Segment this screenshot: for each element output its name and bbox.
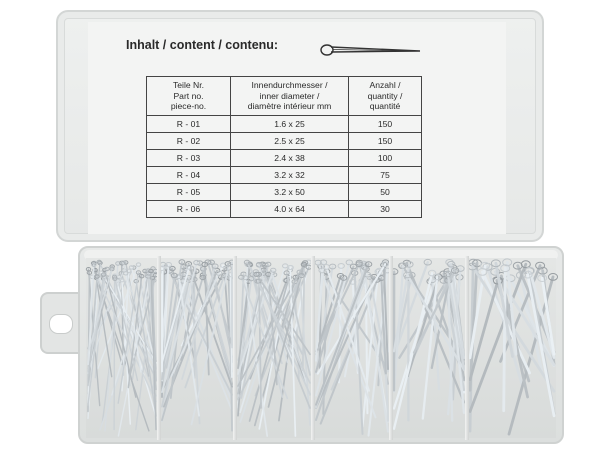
cell-quantity: 150 — [349, 116, 422, 133]
cell-part: R - 03 — [147, 150, 231, 167]
cell-diameter: 2.4 x 38 — [231, 150, 349, 167]
cell-quantity: 100 — [349, 150, 422, 167]
cell-part: R - 04 — [147, 167, 231, 184]
cell-quantity: 75 — [349, 167, 422, 184]
cell-part: R - 02 — [147, 133, 231, 150]
tray-divider — [389, 256, 393, 440]
header-quantity: Anzahl / quantity / quantité — [349, 77, 422, 116]
cell-part: R - 01 — [147, 116, 231, 133]
cell-diameter: 3.2 x 32 — [231, 167, 349, 184]
cotter-pin — [114, 277, 115, 430]
cell-diameter: 1.6 x 25 — [231, 116, 349, 133]
header-part-number: Teile Nr. Part no. piece-no. — [147, 77, 231, 116]
cell-quantity: 30 — [349, 201, 422, 218]
cell-diameter: 4.0 x 64 — [231, 201, 349, 218]
tray-divider — [233, 256, 237, 440]
contents-heading: Inhalt / content / contenu: — [126, 38, 279, 52]
tray-divider — [311, 256, 315, 440]
tray-divider — [465, 256, 469, 440]
header-inner-diameter: Innendurchmesser / inner diameter / diamètre intérieur mm — [231, 77, 349, 116]
cell-diameter: 3.2 x 50 — [231, 184, 349, 201]
cell-quantity: 150 — [349, 133, 422, 150]
cotter-pin — [504, 268, 506, 411]
cell-part: R - 06 — [147, 201, 231, 218]
cell-quantity: 50 — [349, 184, 422, 201]
cell-part: R - 05 — [147, 184, 231, 201]
cell-diameter: 2.5 x 25 — [231, 133, 349, 150]
tray-divider — [157, 256, 161, 440]
cotter-pin — [394, 273, 432, 429]
